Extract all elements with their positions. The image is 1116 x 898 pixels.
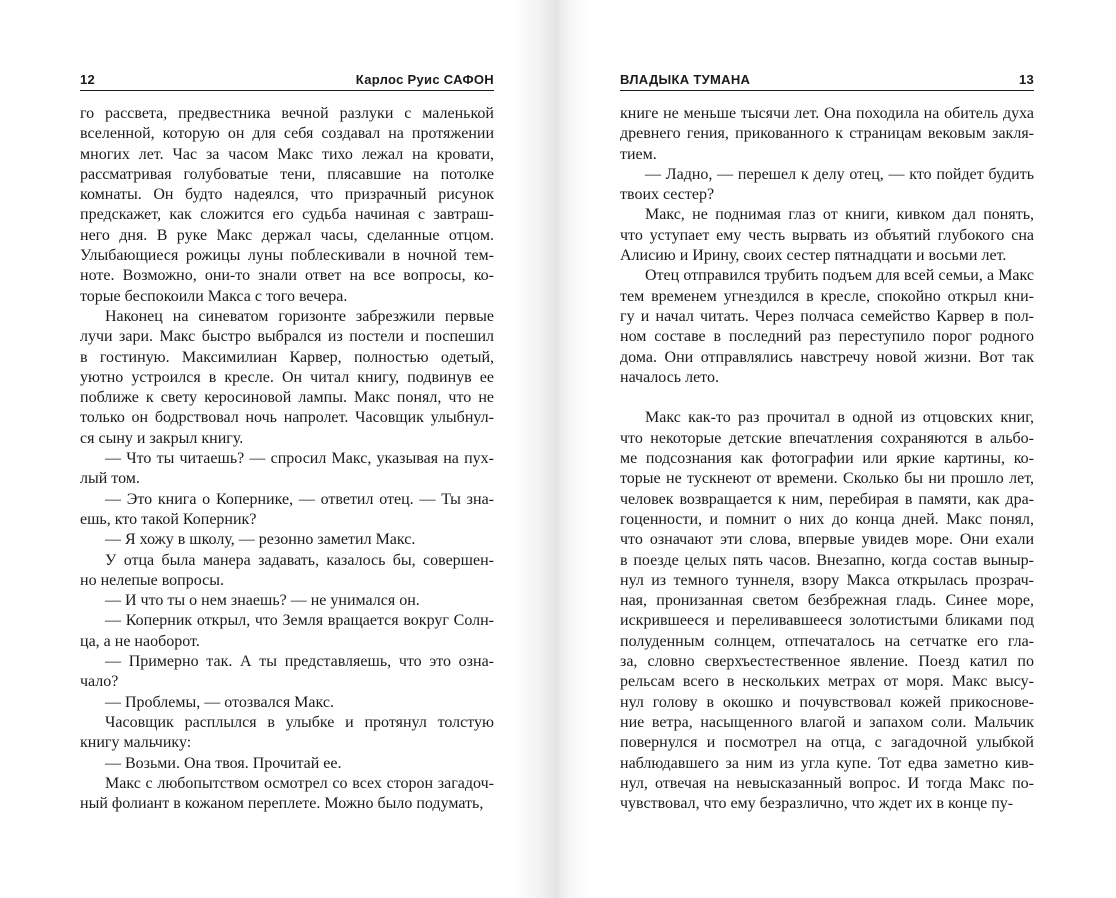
text-line: — Это книга о Копернике, — ответил отец. — Ты зна- bbox=[105, 490, 494, 508]
right-body-text bbox=[620, 104, 1034, 814]
gutter-shadow bbox=[558, 0, 588, 898]
text-line: ный фолиант в кожаном переплете. Можно было подумать, bbox=[80, 795, 484, 813]
text-line: искрившееся и переливавшееся золотистыми бликами под bbox=[620, 612, 1034, 630]
text-line: тием. bbox=[620, 145, 657, 163]
text-line: лый том. bbox=[80, 470, 140, 488]
page-number: 12 bbox=[80, 72, 96, 87]
text-line: Улыбающиеся рожицы луны поблескивали в ночной тем- bbox=[80, 247, 494, 265]
right-page bbox=[558, 0, 1116, 898]
text-line: в гостиную. Максимилиан Карвер, полностью одетый, bbox=[80, 348, 494, 366]
text-line: за, словно сверхъестественное явление. Поезд катил по bbox=[620, 653, 1034, 671]
text-line: тем временем угнездился в кресле, спокойно открыл кни- bbox=[620, 287, 1034, 305]
text-line: только он бодрствовал ночь напролет. Часовщик улыбнул- bbox=[80, 409, 494, 427]
running-head-author: Карлос Руис САФОН bbox=[355, 72, 494, 87]
text-line: ца, а не наоборот. bbox=[80, 632, 200, 650]
text-line: Часовщик расплылся в улыбке и протянул толстую bbox=[105, 713, 494, 731]
text-line: в поезде целых пять часов. Внезапно, когда состав выныр- bbox=[620, 551, 1034, 569]
left-body-text bbox=[80, 104, 494, 814]
gutter-shadow bbox=[512, 0, 558, 898]
text-line: ешь, кто такой Коперник? bbox=[80, 510, 257, 528]
text-line: книгу мальчику: bbox=[80, 734, 192, 752]
page-number: 13 bbox=[1018, 72, 1034, 87]
text-line: началось лето. bbox=[620, 368, 719, 386]
text-line: ном составе в последний раз переступило порог родного bbox=[620, 328, 1034, 346]
text-line: — Примерно так. А ты представляешь, что это озна- bbox=[105, 653, 494, 671]
text-line: дома. Они отправлялись навстречу новой жизни. Вот так bbox=[620, 348, 1034, 366]
text-line: многих лет. Час за часом Макс тихо лежал на кровати, bbox=[80, 145, 494, 163]
text-line: рельсам всего в нескольких метрах от моря. Макс высу- bbox=[620, 673, 1034, 691]
text-line: — Я хожу в школу, — резонно заметил Макс. bbox=[105, 531, 416, 549]
text-line: — Коперник открыл, что Земля вращается вокруг Солн- bbox=[105, 612, 494, 630]
text-line: торые беспокоили Макса с того вечера. bbox=[80, 287, 348, 305]
text-line: предскажет, как сложится его судьба начиная с завтраш- bbox=[80, 206, 494, 224]
text-line: У отца была манера задавать, казалось бы, совершен- bbox=[105, 551, 494, 569]
text-line: Наконец на синеватом горизонте забрезжили первые bbox=[105, 307, 494, 325]
text-line: Алисию и Ирину, своих сестер пятнадцати и восьми лет. bbox=[620, 247, 1007, 265]
text-line: него дня. В руке Макс держал часы, сделанные отцом. bbox=[80, 226, 494, 244]
text-line: что некоторые детские впечатления сохраняются в альбо- bbox=[620, 429, 1034, 447]
text-line: ние ветра, насыщенного влагой и запахом соли. Мальчик bbox=[620, 713, 1034, 731]
text-line: — Что ты читаешь? — спросил Макс, указывая на пух- bbox=[105, 450, 494, 468]
text-line: но нелепые вопросы. bbox=[80, 571, 224, 589]
text-line: человек возвращается к ним, перебирая в памяти, как дра- bbox=[620, 490, 1034, 508]
text-line: нул, отвечая на невысказанный вопрос. И тогда Макс по- bbox=[620, 774, 1034, 792]
text-line: уютно устроился в кресле. Он читал книгу, подвинув ее bbox=[80, 368, 494, 386]
text-line: древнего гения, прикованного к страницам вековым закля- bbox=[620, 125, 1034, 143]
text-line: — Проблемы, — отозвался Макс. bbox=[105, 693, 334, 711]
text-line: ся сыну и закрыл книгу. bbox=[80, 429, 244, 447]
text-line: Макс как-то раз прочитал в одной из отцовских книг, bbox=[645, 409, 1034, 427]
running-head-title: ВЛАДЫКА ТУМАНА bbox=[620, 72, 751, 87]
text-line: повернулся и посмотрел на отца, с загадочной улыбкой bbox=[620, 734, 1034, 752]
text-line: поближе к свету керосиновой лампы. Макс понял, что не bbox=[80, 389, 494, 407]
text-line: — Ладно, — перешел к делу отец, — кто пойдет будить bbox=[645, 165, 1034, 183]
text-line: ноте. Возможно, они-то знали ответ на все вопросы, ко- bbox=[80, 267, 494, 285]
text-line: нул голову в окошко и почувствовал кожей прикоснове- bbox=[620, 693, 1034, 711]
text-line: Отец отправился трубить подъем для всей семьи, а Макс bbox=[645, 267, 1034, 285]
text-line: что означают эти слова, впервые увидев море. Они ехали bbox=[620, 531, 1034, 549]
text-line: рассматривая голубоватые тени, плясавшие на потолке bbox=[80, 165, 494, 183]
text-line: — Возьми. Она твоя. Прочитай ее. bbox=[105, 754, 342, 772]
text-line: твоих сестер? bbox=[620, 186, 715, 204]
text-line: что уступает ему честь вырвать из объятий глубокого сна bbox=[620, 226, 1034, 244]
text-line: комнаты. Он будто надеялся, что призрачный рисунок bbox=[80, 186, 494, 204]
text-line: Макс с любопытством осмотрел со всех сторон загадоч- bbox=[105, 774, 494, 792]
text-line: чувствовал, что ему безразлично, что ждет их в конце пу- bbox=[620, 795, 1014, 813]
text-line: чало? bbox=[80, 673, 119, 691]
text-line: полуденным солнцем, отпечаталось на сетчатке его гла- bbox=[620, 632, 1034, 650]
text-line: гу и начал читать. Через полчаса семейство Карвер в пол- bbox=[620, 307, 1034, 325]
text-line: ная, пронизанная светом безбрежная гладь. Синее море, bbox=[620, 592, 1034, 610]
text-line: нул из темного туннеля, взору Макса открылась прозрач- bbox=[620, 571, 1034, 589]
text-line: — И что ты о нем знаешь? — не унимался он. bbox=[105, 592, 420, 610]
text-line: Макс, не поднимая глаз от книги, кивком дал понять, bbox=[645, 206, 1034, 224]
text-line: ме подсознания как фотографии или яркие картины, ко- bbox=[620, 450, 1034, 468]
text-line: го рассвета, предвестника вечной разлуки с маленькой bbox=[80, 105, 494, 122]
text-line: лучи зари. Макс быстро выбрался из постели и поспешил bbox=[80, 328, 494, 346]
left-running-header bbox=[80, 70, 494, 91]
text-line: торые не тускнеют от времени. Сколько бы ни прошло лет, bbox=[620, 470, 1034, 488]
text-line: книге не меньше тысячи лет. Она походила на обитель духа bbox=[620, 105, 1034, 122]
text-line: гоценности, и помнит о них до конца дней. Макс понял, bbox=[620, 510, 1034, 528]
text-line: вселенной, которую он для себя создавал на протяжении bbox=[80, 125, 494, 143]
right-running-header bbox=[620, 70, 1034, 91]
text-line: наблюдавшего за ним из угла купе. Тот едва заметно кив- bbox=[620, 754, 1034, 772]
